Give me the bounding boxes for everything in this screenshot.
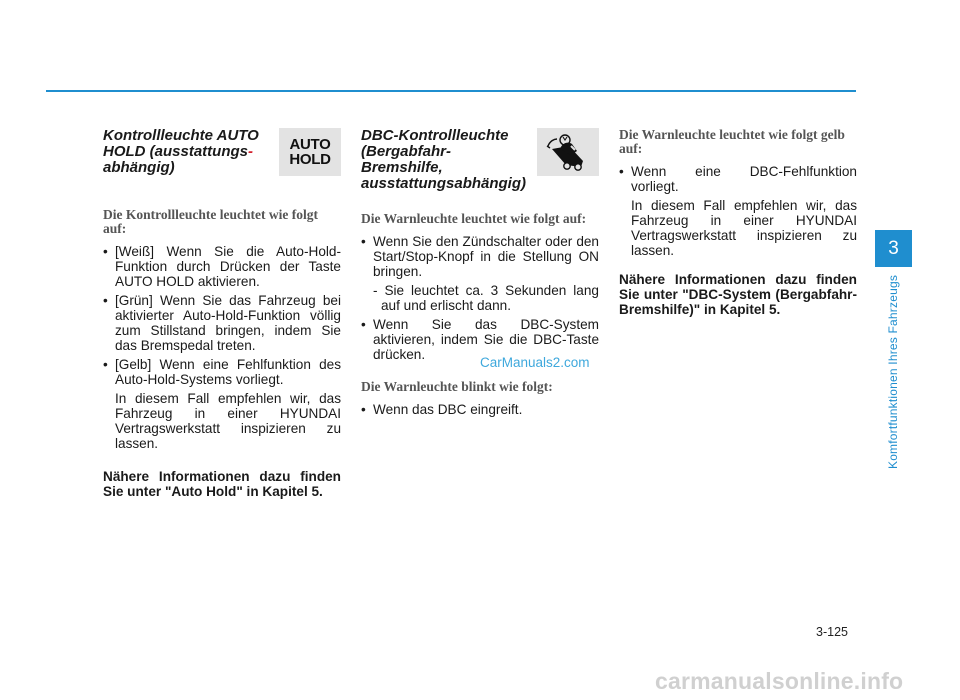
dbc-malfunction-list xyxy=(619,164,857,194)
dbc-subheading-on: Die Warnleuchte leuchtet wie folgt auf: xyxy=(361,211,587,226)
list-item: • [Grün] Wenn Sie das Fahrzeug bei aktivierter Auto-Hold-Funktion völlig zum Stillstand bringen, indem Sie das Bremspedal treten. xyxy=(103,293,341,353)
dbc-heading xyxy=(361,128,599,192)
auto-hold-icon-line1: AUTO xyxy=(289,136,331,153)
page-number: 3-125 xyxy=(816,625,848,639)
column-dbc xyxy=(361,128,599,421)
downhill-brake-control-icon xyxy=(537,128,599,176)
dbc-yellow-subheading: Die Warnleuchte leuchtet wie folgt gelb auf: xyxy=(619,127,845,156)
auto-hold-heading xyxy=(103,128,341,188)
auto-hold-indicator-icon xyxy=(279,128,341,176)
chapter-title: Komfortfunktionen Ihres Fahrzeugs xyxy=(886,274,900,470)
auto-hold-inspection-note: In diesem Fall empfehlen wir, das Fahrzeug in einer HYUNDAI Vertragswerkstatt inspizieren zu lassen. xyxy=(115,391,341,451)
auto-hold-title-end: abhängig) xyxy=(103,159,175,176)
auto-hold-title xyxy=(103,128,268,176)
auto-hold-subheading: Die Kontrollleuchte leuchtet wie folgt auf: xyxy=(103,207,318,236)
dbc-reference-note: Nähere Informationen dazu finden Sie unter "DBC-System (Bergabfahr-Bremshilfe)" in Kapitel 5. xyxy=(619,272,857,317)
dbc-inspection-note: In diesem Fall empfehlen wir, das Fahrzeug in einer HYUNDAI Vertragswerkstatt inspizieren zu lassen. xyxy=(631,198,857,258)
dbc-title: DBC-Kontrollleuchte (Bergabfahr-Bremshilfe, ausstattungsabhängig) xyxy=(361,127,527,192)
dbc-subheading-blink: Die Warnleuchte blinkt wie folgt: xyxy=(361,379,553,394)
list-item: • Wenn eine DBC-Fehlfunktion vorliegt. xyxy=(619,164,857,194)
dbc-bullet-list xyxy=(361,234,599,279)
column-dbc-malfunction xyxy=(619,128,857,317)
auto-hold-icon-line2: HOLD xyxy=(289,151,331,168)
list-item: • Wenn das DBC eingreift. xyxy=(361,402,599,417)
auto-hold-title-main: Kontrollleuchte AUTO HOLD (ausstattungs xyxy=(103,127,259,160)
auto-hold-bullet-list xyxy=(103,244,341,387)
list-item: • [Gelb] Wenn eine Fehlfunktion des Auto-Hold-Systems vorliegt. xyxy=(103,357,341,387)
list-item: • [Weiß] Wenn Sie die Auto-Hold-Funktion durch Drücken der Taste AUTO HOLD aktivieren. xyxy=(103,244,341,289)
dbc-bullet-list-3 xyxy=(361,402,599,417)
list-item: • Wenn Sie den Zündschalter oder den Start/Stop-Knopf in die Stellung ON bringen. xyxy=(361,234,599,279)
list-item: • Wenn Sie das DBC-System aktivieren, indem Sie die DBC-Taste drücken. xyxy=(361,317,599,362)
auto-hold-title-hyphen: - xyxy=(248,143,254,160)
auto-hold-reference-note: Nähere Informationen dazu finden Sie unter "Auto Hold" in Kapitel 5. xyxy=(103,469,341,499)
footer-logo: carmanualsonline.info xyxy=(655,668,904,694)
dbc-dash-note: - Sie leuchtet ca. 3 Sekunden lang auf und erlischt dann. xyxy=(373,283,599,313)
watermark-text: CarManuals2.com xyxy=(480,355,590,370)
top-rule xyxy=(46,90,856,92)
chapter-tab: 3 xyxy=(875,230,912,267)
column-auto-hold xyxy=(103,128,341,499)
